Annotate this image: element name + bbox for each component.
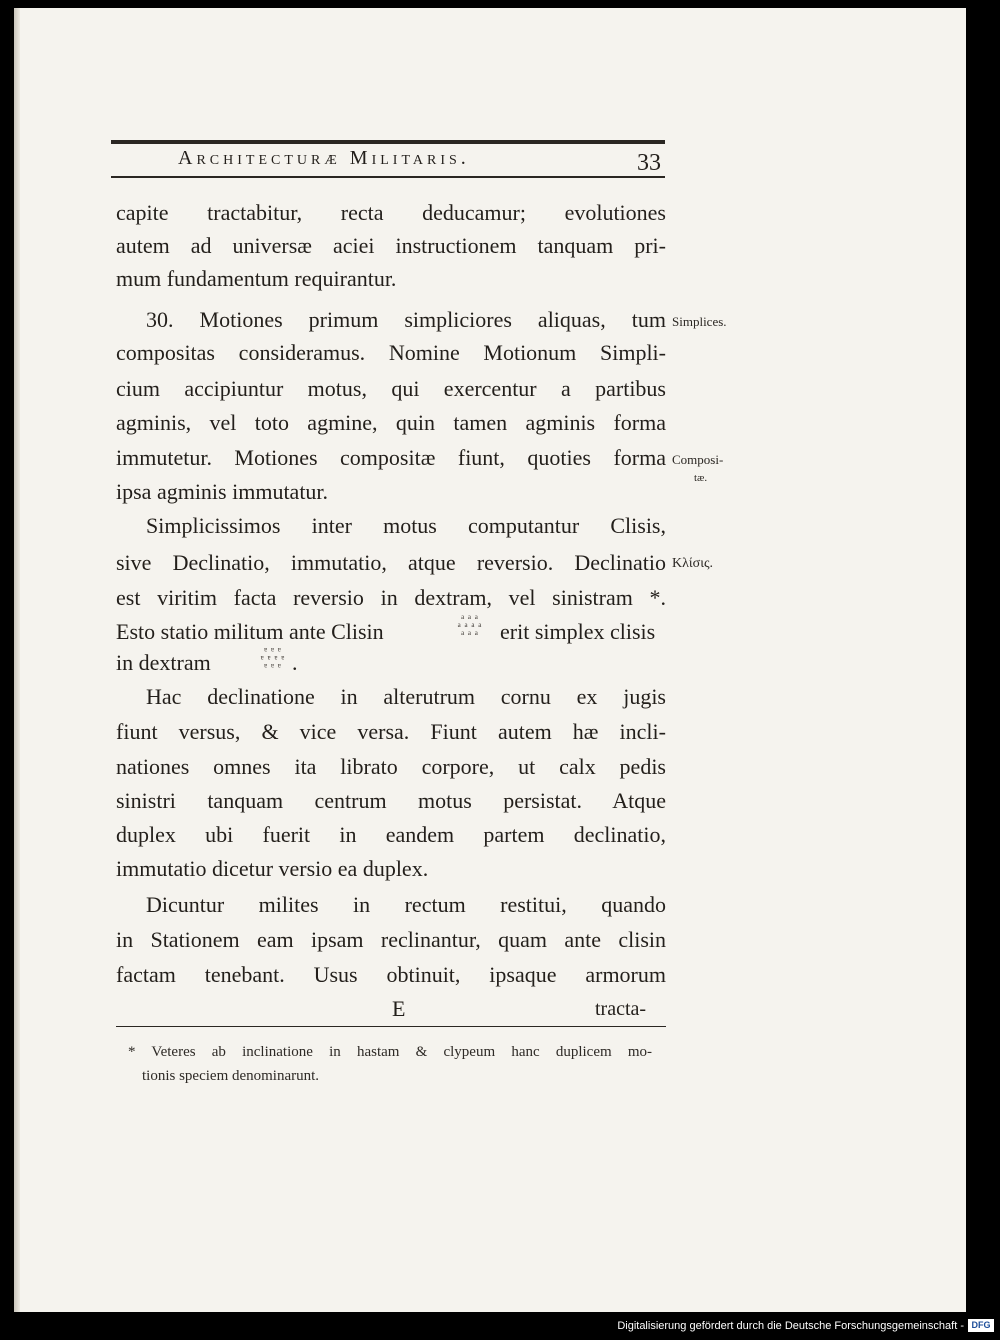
body-line: immutatio dicetur versio ea duplex. [116,856,429,881]
body-line: cium accipiuntur motus, qui exercentur a partibus [116,376,666,401]
catchword: tracta- [595,998,647,1020]
margin-note: Composi- [672,452,724,467]
footnote-line: * Veteres ab inclinatione in hastam & clypeum hanc duplicem mo- [128,1044,652,1060]
body-line: Simplicissimos inter motus computantur Clisis, [146,513,666,538]
formation-diagram-after [252,646,292,670]
header-rule-thin [111,176,665,178]
body-line: nationes omnes ita librato corpore, ut calx pedis [116,754,666,779]
body-line: ipsa agminis immutatur. [116,479,329,504]
header-rule-thick [111,140,665,144]
body-line: duplex ubi fuerit in eandem partem declinatio, [116,822,666,847]
footnote-rule [116,1026,666,1027]
body-line: immutetur. Motiones compositæ fiunt, quoties forma [116,445,666,470]
signature-mark: E [392,996,406,1021]
body-line: erit simplex clisis [500,619,656,644]
formation-row: a a a [461,613,479,621]
body-line: agminis, vel toto agmine, quin tamen agminis forma [116,410,666,435]
dfg-logo-icon: DFG [968,1319,994,1332]
formation-row: a a a a [259,654,285,662]
body-line: . [292,650,298,675]
body-line: capite tractabitur, recta deducamur; evolutiones [116,200,666,225]
body-line: in dextram [116,650,211,675]
body-line: mum fundamentum requirantur. [116,266,397,291]
body-line: sinistri tanquam centrum motus persistat. Atque [116,788,666,813]
digitization-credit: Digitalisierung gefördert durch die Deutsche Forschungsgemeinschaft - [617,1320,964,1332]
body-line: est viritim facta reversio in dextram, vel sinistram *. [116,585,666,610]
footnote-line: tionis speciem denominarunt. [142,1068,320,1084]
running-head: Architecturæ Militaris. [178,147,470,169]
body-line: autem ad universæ aciei instructionem tanquam pri- [116,233,666,258]
formation-row: a a a [263,662,281,670]
page-edge-shadow [14,8,20,1312]
body-line: in Stationem eam ipsam reclinantur, quam ante clisin [116,927,666,952]
margin-note: tæ. [694,472,708,484]
body-line: factam tenebant. Usus obtinuit, ipsaque armorum [116,962,666,987]
margin-note: Κλίσις. [672,556,714,571]
body-line: fiunt versus, & vice versa. Fiunt autem hæ incli- [116,719,666,744]
body-line: Hac declinatione in alterutrum cornu ex jugis [146,684,666,709]
body-line: Esto statio militum ante Clisin [116,619,384,644]
formation-row: a a a [461,629,479,637]
body-line: sive Declinatio, immutatio, atque reversio. Declinatio [116,550,666,575]
body-line: 30. Motiones primum simpliciores aliquas, tum [146,307,666,332]
margin-note: Simplices. [672,314,727,329]
body-line: compositas consideramus. Nomine Motionum Simpli- [116,340,666,365]
formation-diagram-before [450,613,490,637]
formation-row: a a a a [457,621,483,629]
page-number: 33 [637,150,661,176]
formation-row: a a a [263,646,281,654]
body-line: Dicuntur milites in rectum restitui, quando [146,892,666,917]
